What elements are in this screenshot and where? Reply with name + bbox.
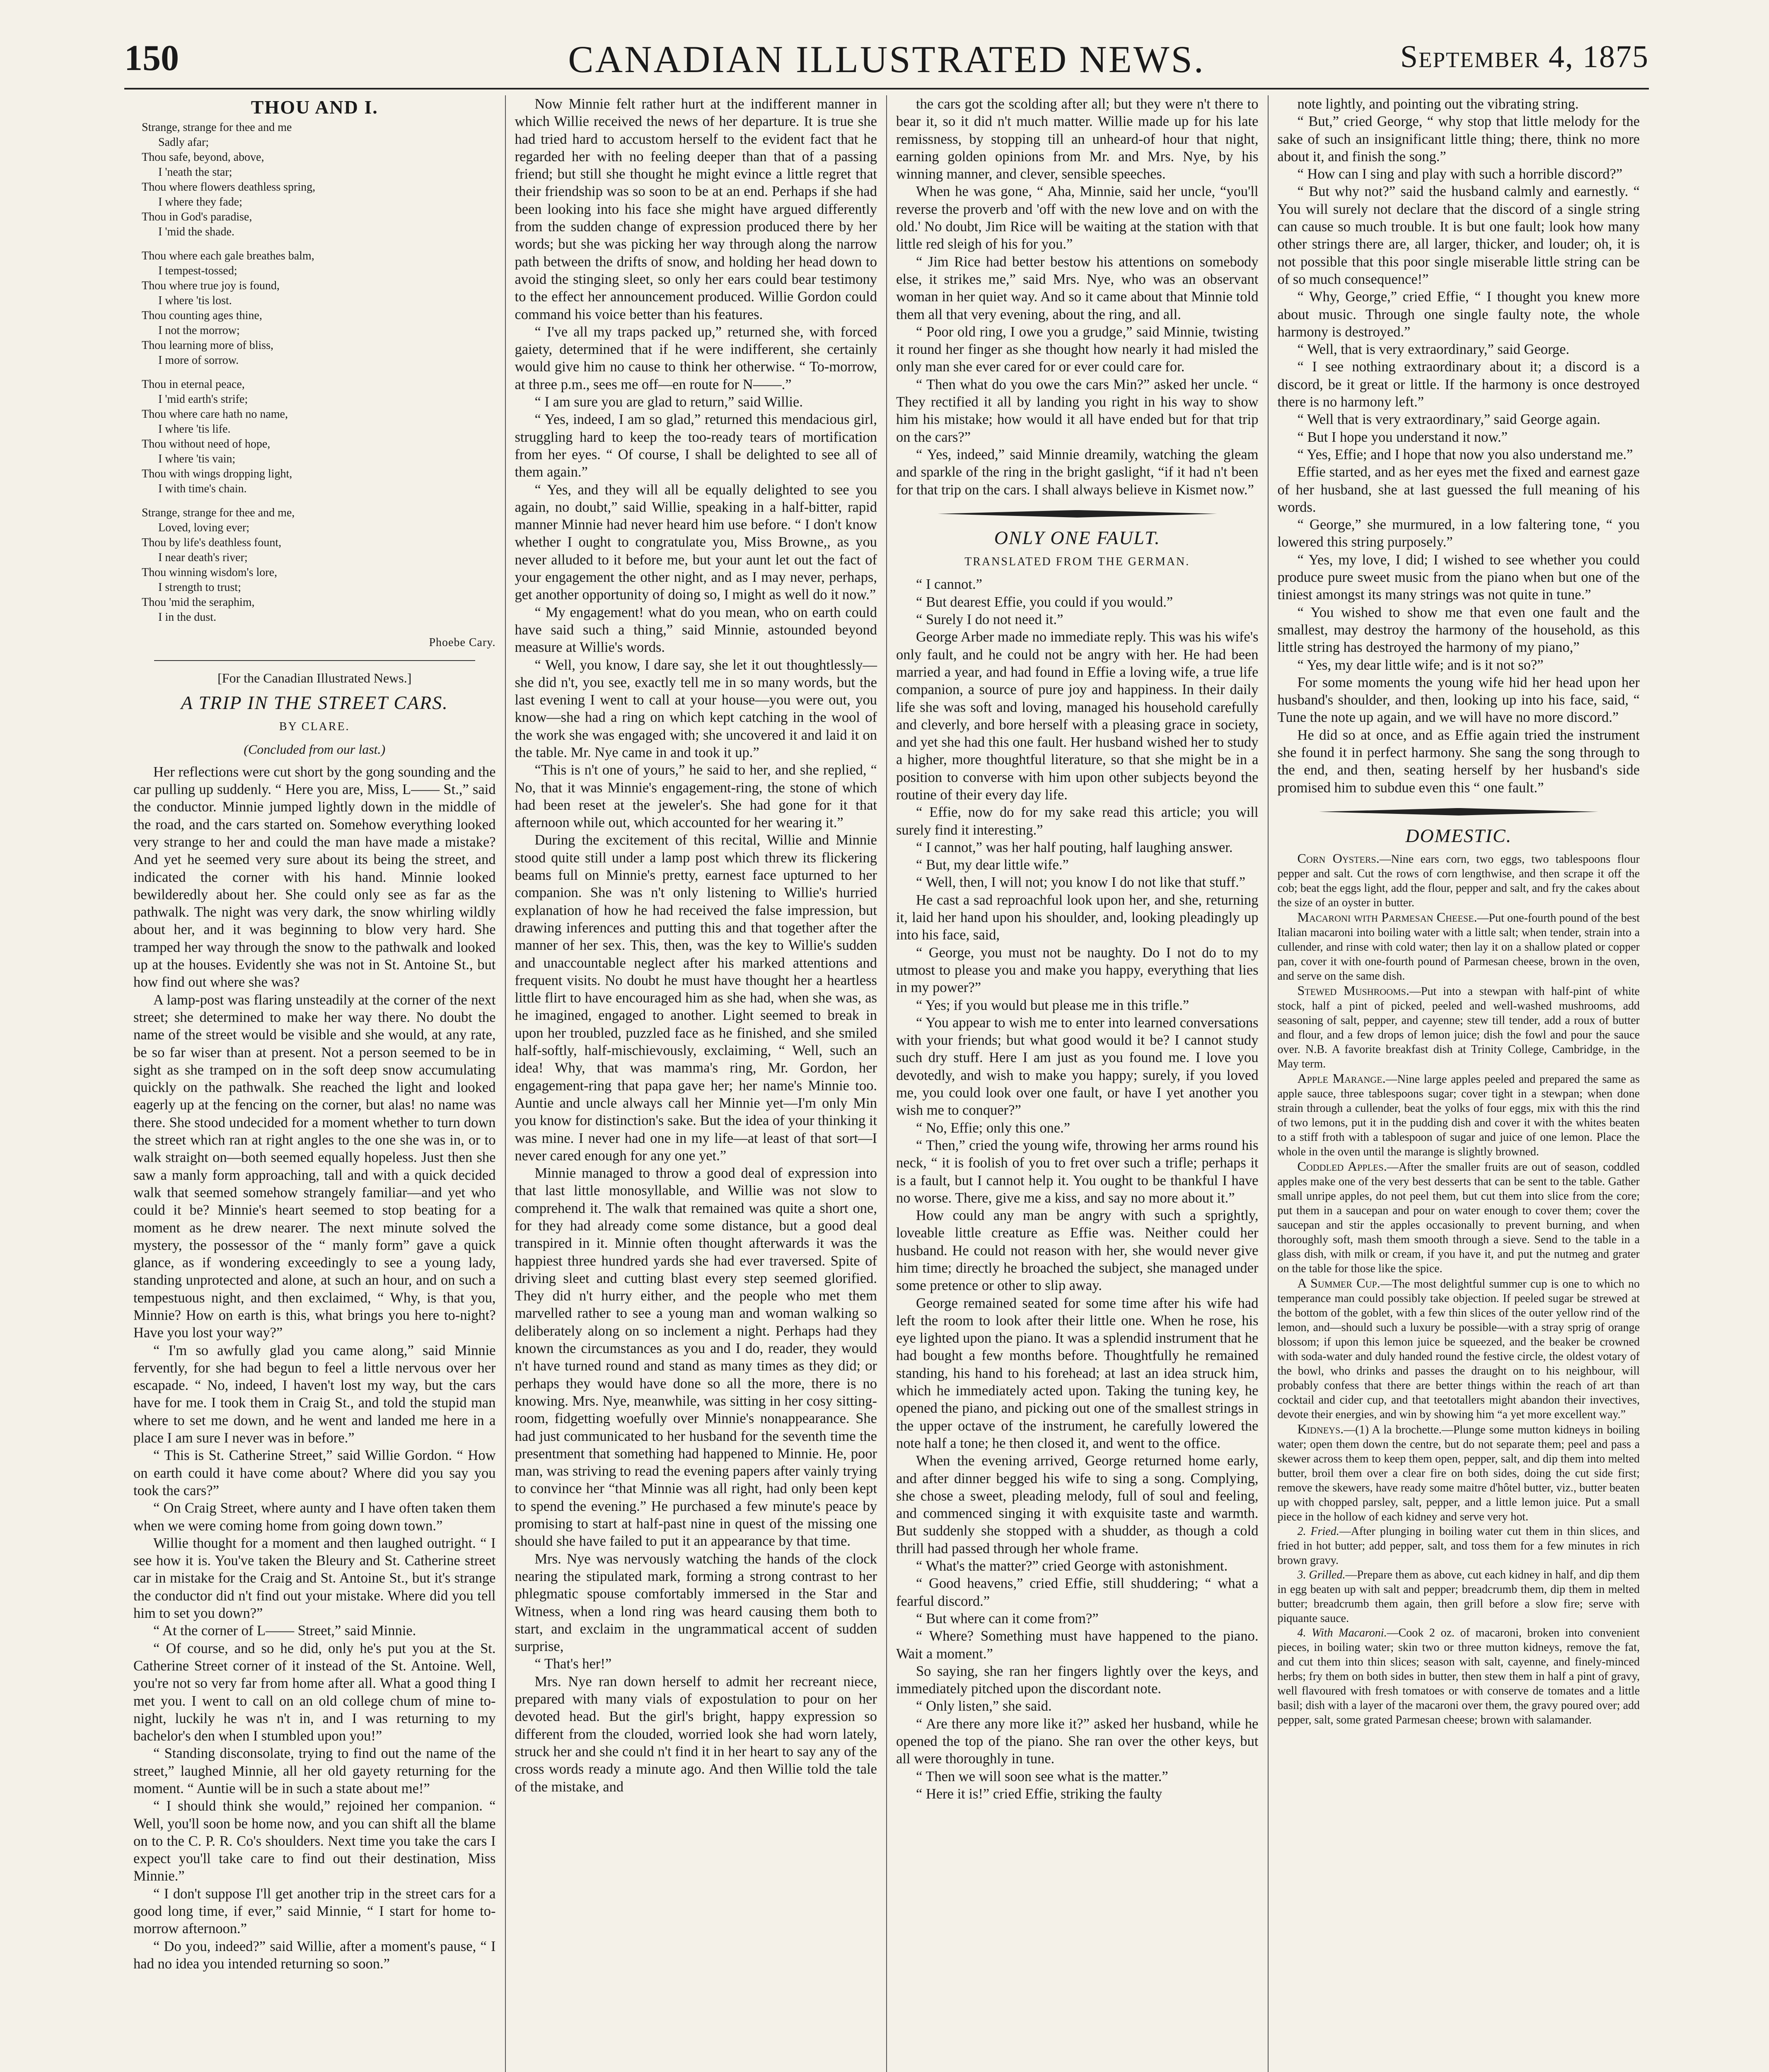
poem-line: I tempest-tossed; xyxy=(158,264,237,278)
paragraph: A lamp-post was flaring unsteadily at the corner of the next street; she determined to make her way there. No doubt the name of the street would be visible and she would, at any rate, be so far wiser than at present. Not a person seemed to be in sight as she tramped on in the soft deep snow accumulating quickly on the pathwalk. She reached the light and looked eagerly up at the fencing on the corner, but alas! no name was there. She stood undecided for a moment whether to turn down the street which ran at right angles to the one she was in, or to walk straight on—both seemed equally hopeless. Just then she saw a manly form approaching, tall and with a quick decided walk that seemed somehow strangely familiar—and yet who could it be? Minnie's heart seemed to stop beating for a moment as he drew nearer. The next minute solved the mystery, the possessor of the “ manly form” gave a quick glance, as if wondering exceedingly to see a young lady, standing unprotected and alone, at such an hour, and on such a tempestuous night, and then exclaimed, “ Why, is that you, Minnie? How on earth is this, what brings you here to-night? Have you lost your way?” xyxy=(133,992,496,1341)
issue-date: September 4, 1875 xyxy=(1400,39,1649,74)
paragraph: “ Only listen,” she said. xyxy=(916,1698,1052,1714)
paragraph: George Arber made no immediate reply. This was his wife's only fault, and he could not be angry with her. He had been married a year, and had found in Effie a loving wife, a true life companion, a source of pure joy and happiness. In their daily life she was soft and loving, managed his household carefully and cleverly, and bore herself with a pleasing grace in society, and yet she had this one fault. Her husband wished her to study a higher, more thoughtful literature, so that she might be in a position to converse with him upon other subjects beyond the routine of their every day life. xyxy=(896,629,1259,803)
paragraph: “ You appear to wish me to enter into learned conversations with your friends; but what good would it be? I cannot study such dry stuff. Here I am just as you found me. I love you devotedly, and wish to make you happy; surely, if you loved me, you could look over one fault, or have I yet another you wish me to conquer?” xyxy=(896,1014,1259,1118)
paragraph: “ Yes, Effie; and I hope that now you also understand me.” xyxy=(1297,446,1633,462)
recipe-text: —The most delightful summer cup is one to which no temperance man could possibly take objection. If peeled sugar be strewed at the bottom of the goblet, with a few thin slices of the outer yellow rind of the lemon, and—should such a luxury be possible—with a stray sprig of orange blossom; if upon this lemon juice be squeezed, and the beaker be crowned with soda-water and duly handed round the festive circle, the oldest votary of the bowl, who drinks and passes the draught on to his neighbour, will probably confess that there are better things within the reach of art than cocktail and cider cup, and that teetotallers might abandon their invectives, devote their energies, and win by showing him “a yet more excellent way.” xyxy=(1277,1278,1640,1421)
recipe xyxy=(1278,1422,1640,1524)
kidney-variation xyxy=(1278,1626,1640,1727)
recipe xyxy=(1278,910,1640,983)
poem-line: I 'neath the star; xyxy=(158,166,232,179)
story-text-col1 xyxy=(133,763,496,1973)
poem-stanza xyxy=(142,506,496,625)
poem-line: Thou in God's paradise, xyxy=(142,211,252,224)
poem-line: Thou counting ages thine, xyxy=(142,309,262,322)
paragraph: “ But, my dear little wife.” xyxy=(916,857,1069,873)
paragraph: For some moments the young wife hid her head upon her husband's shoulder, and then, looking up into his face, said, “ Tune the note up again, and we will have no more discord.” xyxy=(1277,674,1640,726)
poem-line: I near death's river; xyxy=(158,551,248,564)
poem-line: I with time's chain. xyxy=(158,482,247,496)
story-byline: BY CLARE. xyxy=(279,720,350,733)
poem-line: I in the dust. xyxy=(158,611,216,624)
domestic-title: DOMESTIC. xyxy=(1405,825,1512,846)
fault-title: ONLY ONE FAULT. xyxy=(994,527,1160,548)
kidney-variation xyxy=(1278,1524,1640,1568)
poem-line: Thou with wings dropping light, xyxy=(142,467,292,481)
story-text-col2 xyxy=(515,95,877,1796)
fault-subtitle: TRANSLATED FROM THE GERMAN. xyxy=(964,555,1190,569)
recipe xyxy=(1278,851,1640,910)
paragraph: “ At the corner of L—— Street,” said Minnie. xyxy=(153,1623,416,1639)
poem-line: I where 'tis vain; xyxy=(158,453,236,466)
recipe xyxy=(1278,1071,1640,1159)
paragraph: “ Well that is very extraordinary,” said George again. xyxy=(1297,411,1600,428)
paragraph: “ Do you, indeed?” said Willie, after a moment's pause, “ I had no idea you intended returning so soon.” xyxy=(133,1938,496,1972)
paragraph: He cast a sad reproachful look upon her, and she, returning it, laid her hand upon his shoulder, and, looking pleadingly up into his face, said, xyxy=(896,892,1259,943)
paragraph: George remained seated for some time after his wife had left the room to look after their little one. When he rose, his eye lighted upon the piano. It was a splendid instrument that he had bought a few months before. Thoughtfully he remained standing, his hand to his forehead; at last an idea struck him, which he immediately acted upon. Taking the tuning key, he opened the piano, and picking out one of the smallest strings in the upper octave of the instrument, he carefully lowered the note half a tone; he then closed it, and went to the office. xyxy=(896,1295,1259,1451)
paragraph: “ George,” she murmured, in a low faltering tone, “ you lowered this string purposely.” xyxy=(1277,517,1640,550)
recipe-text: —After the smaller fruits are out of season, coddled apples make one of the very best desserts that can be sent to the table. Gather small unripe apples, do not peel them, but cut them into slice from the core; put them in a saucepan and pour on water enough to cover them; cover the saucepan and stir the apples occasionally to prevent burning, and when thoroughly soft, mash them smooth through a sieve. Send to the table in a glass dish, with milk or cream, if you have it, and put the nutmeg and grater on the table for those like the spice. xyxy=(1277,1161,1640,1276)
paragraph: “ But I hope you understand it now.” xyxy=(1297,429,1508,445)
story-note: (Concluded from our last.) xyxy=(244,742,386,757)
paragraph: “ Are there any more like it?” asked her husband, while he opened the top of the piano. She ran over the other keys, but all were thoroughly in tune. xyxy=(896,1716,1259,1767)
paragraph: “ But why not?” said the husband calmly and earnestly. “ You will surely not declare that the discord of a single string can cause so much trouble. It is but one fault; look how many other strings there are, all larger, thicker, and louder; oh, it is not possible that this poor single miserable little string can be of so much consequence!” xyxy=(1277,184,1640,287)
story-credit: [For the Canadian Illustrated News.] xyxy=(218,670,412,685)
paragraph: Willie thought for a moment and then laughed outright. “ I see how it is. You've taken the Bleury and St. Catherine street car in mistake for the Craig and St. Antoine St., but it's strange the conductor did n't find out your mistake. Where did you tell him to set you down?” xyxy=(133,1535,496,1622)
poem-line: Thou winning wisdom's lore, xyxy=(142,566,278,579)
paragraph: Now Minnie felt rather hurt at the indifferent manner in which Willie received the news of her departure. It is true she had tried hard to accustom herself to the evident fact that he regarded her with no feeling deeper than that of a passing friend; but still she thought he might evince a little regret that their friendship was so soon to be at an end. Perhaps if she had been looking into his face she might have argued differently from the sudden change of expression produced there by her words; but she was picking her way through along the narrow path between the drifts of snow, and holding her head down to avoid the stinging sleet, so only her ears could bear testimony to the effect her announcement produced. Willie Gordon could command his voice better than his features. xyxy=(515,96,877,322)
story-text-col3 xyxy=(896,95,1259,499)
paragraph: “ But,” cried George, “ why stop that little melody for the sake of such an insignificant little thing; there, think no more about it, and finish the song.” xyxy=(1277,114,1640,165)
recipe xyxy=(1278,983,1640,1071)
variation-label: 4. With Macaroni. xyxy=(1297,1627,1387,1640)
recipe-name: Macaroni with Parmesan Cheese. xyxy=(1297,910,1477,925)
recipe-name: Apple Marange. xyxy=(1297,1071,1386,1086)
paragraph: “ I cannot,” was her half pouting, half laughing answer. xyxy=(916,839,1233,855)
paragraph: When he was gone, “ Aha, Minnie, said her uncle, “you'll reverse the proverb and 'off with the new love and on with the old.' No doubt, Jim Rice will be waiting at the station with that little red sleigh of his for you.” xyxy=(896,184,1259,252)
ornament-divider xyxy=(1319,808,1599,816)
poem-line: Thou where flowers deathless spring, xyxy=(142,181,316,194)
paragraph: He did so at once, and as Effie again tried the instrument she found it in perfect harmony. She sang the song through to the end, and then, seating herself by her husband's side promised him to subdue even this “ one fault.” xyxy=(1277,727,1640,796)
paragraph: “ Then,” cried the young wife, throwing her arms round his neck, “ it is foolish of you to fret over such a trifle; perhaps it is a fault, but I cannot help it. You ought to be thankful I have no worse. There, give me a kiss, and say no more about it.” xyxy=(896,1137,1259,1206)
recipe-text: —Nine large apples peeled and prepared the same as apple sauce, three tablespoons sugar; cover tight in a stewpan; when done strain through a cullender, beat the yolks of four eggs, mix with this the rind of two lemons, put it in the pudding dish and cover it with the whites beaten to a stiff froth with a tablespoon of sugar and juice of one lemon. Place the whole in the oven until the marange is slightly browned. xyxy=(1277,1073,1640,1159)
fault-text-col4 xyxy=(1278,95,1640,796)
poem-line: I 'mid the shade. xyxy=(158,225,234,239)
poem-line: Thou without need of hope, xyxy=(142,438,271,451)
story-title: A TRIP IN THE STREET CARS. xyxy=(181,692,448,713)
paragraph: “ No, Effie; only this one.” xyxy=(916,1120,1071,1136)
paragraph: “ Yes, and they will all be equally delighted to see you again, no doubt,” said Willie, speaking in a half-bitter, rapid manner Minnie had never heard him use before. “ I don't know whether I ought to congratulate you, Miss Browne,, as you never alluded to it before me, but your aunt let out the fact of your engagement the other night, and as I may never, perhaps, get another opportunity of doing so, I might as well do it now.” xyxy=(515,482,877,603)
paragraph: “ On Craig Street, where aunty and I have often taken them when we were coming home from going down town.” xyxy=(133,1500,496,1534)
recipe xyxy=(1278,1276,1640,1422)
poem-line: I not the morrow; xyxy=(158,324,240,337)
poem-line: Thou 'mid the seraphim, xyxy=(142,596,255,609)
poem-line: I 'mid earth's strife; xyxy=(158,393,248,406)
poem-line: I more of sorrow. xyxy=(158,354,239,367)
paragraph: “ Jim Rice had better bestow his attentions on somebody else, it strikes me,” said Mrs. Nye, who was an observant woman in her quiet way. And so it came about that Minnie told them all that very evening, about the ring, and all. xyxy=(896,254,1259,322)
paragraph: “ How can I sing and play with such a horrible discord?” xyxy=(1297,166,1623,182)
paragraph: “ Well, you know, I dare say, she let it out thoughtlessly—she did n't, you see, exactly tell me in so many words, but the last evening I went to call at your house—you were out, you know—she had a ring on which kept catching in the wool of the work she was engaged with; she uncovered it and laid it on the table. Mr. Nye came in and took it up.” xyxy=(515,657,877,760)
poem-line: Thou where true joy is found, xyxy=(142,279,280,293)
kidney-variation xyxy=(1278,1568,1640,1626)
poem-author: Phoebe Cary. xyxy=(429,636,496,649)
poem-line: Thou in eternal peace, xyxy=(142,378,245,391)
paragraph: “ I should think she would,” rejoined her companion. “ Well, you'll soon be home now, and you can shift all the blame on to the C. P. R. Co's shoulders. Next time you take the cars I expect you'll take care to find out their destination, Miss Minnie.” xyxy=(133,1798,496,1884)
recipe-text: —Put into a stewpan with half-pint of white stock, half a pint of picked, peeled and well-washed mushrooms, add seasoning of salt, pepper, and cayenne; stew till tender, add a roux of butter and flour, and a few drops of lemon juice; dish the fowl and pour the sauce over. N.B. A favorite breakfast dish at Trinity College, Cambridge, in the May term. xyxy=(1277,985,1640,1071)
paragraph: “ Where? Something must have happened to the piano. Wait a moment.” xyxy=(896,1628,1259,1662)
newspaper-title: CANADIAN ILLUSTRATED NEWS. xyxy=(568,38,1205,80)
paragraph: Mrs. Nye ran down herself to admit her recreant niece, prepared with many vials of expostulation to pour on her devoted head. But the girl's bright, happy expression so different from the clouded, worried look she had worn lately, struck her and she could n't find it in her heart to say any of the cross words ready a minute ago. And then Willie told the tale of the mistake, and xyxy=(515,1673,877,1795)
recipe xyxy=(1278,1159,1640,1276)
ornament-divider xyxy=(938,510,1217,518)
recipe-name: Corn Oysters. xyxy=(1297,851,1380,866)
paragraph: “ Yes, indeed,” said Minnie dreamily, watching the gleam and sparkle of the ring in the bright gaslight, “if it had n't been for that trip on the cars. I shall always believe in Kismet now.” xyxy=(896,446,1259,498)
paragraph: “This is n't one of yours,” he said to her, and she replied, “ No, that it was Minnie's engagement-ring, the stone of which had been reset at the jeweler's. She had gone for it that afternoon while out, which accounted for her wearing it.” xyxy=(515,762,877,831)
paragraph: “ Yes, my dear little wife; and is it not so?” xyxy=(1297,657,1544,673)
paragraph: “ Surely I do not need it.” xyxy=(916,612,1063,628)
paragraph: “ You wished to show me that even one fault and the smallest, may destroy the harmony of the household, as this little string has destroyed the harmony of my piano,” xyxy=(1277,604,1640,656)
paragraph: Mrs. Nye was nervously watching the hands of the clock nearing the stipulated mark, forming a strong contrast to her phlegmatic spouse comfortably immersed in the Star and Witness, when a lond ring was heard causing them both to start, and exclaim in the ungrammatical accent of sudden surprise, xyxy=(515,1551,877,1655)
poem-line: Sadly afar; xyxy=(158,136,209,149)
column-1 xyxy=(124,95,506,2072)
poem-stanza xyxy=(142,249,496,368)
recipe-name: Stewed Mushrooms. xyxy=(1297,983,1409,998)
paragraph: Her reflections were cut short by the gong sounding and the car pulling up suddenly. “ Here you are, Miss, L—— St.,” said the conductor. Minnie jumped lightly down in the middle of the road, and the cars started on. Somehow everything looked very strange to her and could the man have made a mistake? And yet he seemed very sure about its being the street, and indicated the corner with his hand. Minnie looked bewilderedly about her. She could only see as far as the pathwalk. The night was very dark, the snow whirling wildly about her, and it was beginning to blow very hard. She tramped her way through the snow to the pathwalk and looked up at the houses. Evidently she was not in St. Antoine St., but how find out where she was? xyxy=(133,764,496,990)
poem-title: THOU AND I. xyxy=(251,97,378,118)
paragraph: “ This is St. Catherine Street,” said Willie Gordon. “ How on earth could it have come about? Where did you say you took the cars?” xyxy=(133,1447,496,1498)
paragraph: “ Why, George,” cried Effie, “ I thought you knew more about music. Through one single faulty note, the whole harmony is destroyed.” xyxy=(1277,289,1640,340)
recipe-list xyxy=(1278,851,1640,1524)
column-2 xyxy=(506,95,887,2072)
column-4 xyxy=(1269,95,1649,2072)
poem-line: Thou where each gale breathes balm, xyxy=(142,249,314,263)
paragraph: Minnie managed to throw a good deal of expression into that last little monosyllable, and Willie was not slow to comprehend it. The walk that remained was quite a short one, for they had already come some distance, but a good deal transpired in it. Minnie often thought afterwards it was the happiest three hundred yards she had ever traversed. Spite of driving sleet and cutting blast every step seemed glorified. They did n't hurry either, and the people who met them marvelled rather to see a young man and woman walking so deliberately along on so inclement a night. Perhaps had they known the circumstances as you and I do, reader, they would n't have turned round and stand as many times as they did; or perhaps they would have done so all the more, there is no knowing. Mrs. Nye, meanwhile, was sitting in her cosy sitting-room, fidgetting woefully over Minnie's nonappearance. She had just communicated to her husband for the seventh time the presentment that something had happened to Minnie. He, poor man, was striving to read the evening papers after vainly trying to convince her “that Minnie was all right, had only been kept to spend the evening.” He purchased a few minute's peace by promising to start at half-past nine in quest of the missing one should she have failed to put it an appearance by that time. xyxy=(515,1165,877,1549)
paragraph: “ Then we will soon see what is the matter.” xyxy=(916,1768,1168,1784)
paragraph: “ I cannot.” xyxy=(916,576,982,593)
paragraph: “ I don't suppose I'll get another trip in the street cars for a good long time, if ever,” said Minnie, “ I start for home to-morrow afternoon.” xyxy=(133,1886,496,1937)
column-3 xyxy=(887,95,1269,2072)
paragraph: “ I've all my traps packed up,” returned she, with forced gaiety, determined that if he were indifferent, she certainly would give him no cause to think her otherwise. “ To-morrow, at three p.m., sees me off—en route for N——.” xyxy=(515,324,877,392)
poem-line: I where 'tis lost. xyxy=(158,294,232,307)
poem-line: Thou by life's deathless fount, xyxy=(142,536,282,549)
paragraph: “ Well, then, I will not; you know I do not like that stuff.” xyxy=(916,874,1246,891)
paragraph: When the evening arrived, George returned home early, and after dinner begged his wife to sing a song. Complying, she chose a sweet, pleading melody, full of soul and feeling, and commenced singing it with exquisite taste and warmth. But suddenly she stopped with a shudder, as though a cold thrill had passed through her whole frame. xyxy=(896,1453,1259,1556)
poem-line: Loved, loving ever; xyxy=(158,521,250,535)
kidney-variations xyxy=(1278,1524,1640,1727)
poem-line: I where 'tis life. xyxy=(158,423,231,436)
paragraph: the cars got the scolding after all; but they were n't there to bear it, so it did n't much matter. Willie made up for his late remissness, by stopping till an unheard-of hour that night, earning golden opinions from Mr. and Mrs. Nye, by his winning manner, and clever, sensible speeches. xyxy=(896,96,1259,182)
paragraph: “ Poor old ring, I owe you a grudge,” said Minnie, twisting it round her finger as she thought how nearly it had misled the only man she ever cared for or ever could care for. xyxy=(896,324,1259,375)
paragraph: “ I am sure you are glad to return,” said Willie. xyxy=(534,394,803,410)
paragraph: “ Of course, and so he did, only he's put you at the St. Catherine Street corner of it instead of the St. Antoine. Well, you're not so very far from home after all. What a good thing I met you. I went to call on an old college chum of mine to-night, luckily he was n't in, and I was returning to my bachelor's den when I stumbled upon you!” xyxy=(133,1640,496,1744)
paragraph: “ My engagement! what do you mean, who on earth could have said such a thing,” said Minnie, astounded beyond measure at Willie's words. xyxy=(515,604,877,656)
masthead-rule xyxy=(124,88,1649,90)
paragraph: “ Yes, my love, I did; I wished to see whether you could produce pure sweet music from the piano when but one of the tiniest amongst its many strings was not quite in tune.” xyxy=(1277,552,1640,603)
recipe-name: Kidneys. xyxy=(1297,1421,1344,1437)
recipe-text: —Put one-fourth pound of the best Italian macaroni into boiling water with a little salt; when tender, strain into a cullender, and rinse with cold water; then lay it on a shallow plated or copper pan, cover it with one-fourth pound of Parmesan cheese, brown in the oven, and serve on the same dish. xyxy=(1277,912,1640,983)
paragraph: “ Standing disconsolate, trying to find out the name of the street,” laughed Minnie, all her old gayety returning for the moment. “ Auntie will be in such a state about me!” xyxy=(133,1745,496,1796)
paragraph: Effie started, and as her eyes met the fixed and earnest gaze of her husband, she at last guessed the full meaning of his words. xyxy=(1277,464,1640,515)
poem-line: Strange, strange for thee and me, xyxy=(142,506,295,520)
paragraph: “ But dearest Effie, you could if you would.” xyxy=(916,594,1173,610)
variation-text: —Cook 2 oz. of macaroni, broken into convenient pieces, in boiling water; skin two or three mutton kidneys, remove the fat, and cut them into thin slices; season with salt, cayenne, and finely-minced herbs; fry them on both sides in butter, then stew them in half a pint of gravy, well flavoured with fresh tomatoes or with conserve de tomates and a little basil; dish with a layer of the macaroni over them, the gravy poured over; add pepper, salt, some grated Parmesan cheese; brown with salamander. xyxy=(1277,1627,1640,1727)
recipe-text: —Nine ears corn, two eggs, two tablespoons flour pepper and salt. Cut the rows of corn lengthwise, and then scrape it off the cob; beat the eggs light, add the flour, pepper and salt, and fry the cakes about the size of an oyster in butter. xyxy=(1277,853,1640,910)
paragraph: “ I see nothing extraordinary about it; a discord is a discord, be it great or little. If the harmony is once destroyed there is no harmony left.” xyxy=(1277,359,1640,410)
paragraph: How could any man be angry with such a sprightly, loveable little creature as Effie was. Neither could her husband. He could not reason with her, she would never give him time; directly he broached the subject, she managed under some pretence or other to slip away. xyxy=(896,1208,1259,1294)
poem-line: I where they fade; xyxy=(158,196,242,209)
paragraph: “ That's her!” xyxy=(534,1656,612,1672)
recipe-name: Coddled Apples. xyxy=(1297,1159,1387,1174)
poem-line: I strength to trust; xyxy=(158,581,241,594)
fault-text-col3 xyxy=(896,576,1259,1803)
recipe-text: —(1) A la brochette.—Plunge some mutton kidneys in boiling water; open them down the centre, but do not separate them; peel and pass a skewer across them to keep them open, pepper, salt, and dip them into melted butter, broil them over a clear fire on both sides, doing the cut side first; remove the skewers, have ready some maitre d'hôtel butter, viz., butter beaten up with chopped parsley, salt, pepper, and a little lemon juice. Put a small piece in the hollow of each kidney and serve very hot. xyxy=(1277,1423,1640,1524)
paragraph: “ But where can it come from?” xyxy=(916,1610,1099,1627)
paragraph: “ I'm so awfully glad you came along,” said Minnie fervently, for she had begun to feel a little nervous over her escapade. “ No, indeed, I haven't lost my way, but the cars have for me. I took them in Craig St., and told the stupid man where to set me down, and he went and landed me here in a place I am sure I never was in before.” xyxy=(133,1342,496,1446)
paragraph: “ Then what do you owe the cars Min?” asked her uncle. “ They rectified it all by landing you right in his way to show him his mistake; how would it all have ended but for that trip on the cars?” xyxy=(896,376,1259,445)
poem-stanza xyxy=(142,120,496,240)
paragraph: So saying, she ran her fingers lightly over the keys, and immediately pitched upon the discordant note. xyxy=(896,1663,1259,1697)
poem-line: Thou safe, beyond, above, xyxy=(142,151,264,164)
paragraph: “ Here it is!” cried Effie, striking the faulty xyxy=(916,1786,1162,1802)
paragraph: “ Well, that is very extraordinary,” said George. xyxy=(1297,341,1570,358)
paragraph: “ What's the matter?” cried George with astonishment. xyxy=(916,1558,1228,1574)
page-number: 150 xyxy=(124,38,179,78)
paragraph: note lightly, and pointing out the vibrating string. xyxy=(1297,96,1579,112)
paragraph: “ George, you must not be naughty. Do I not do to my utmost to please you and make you happy, everything that lies in my power?” xyxy=(896,944,1259,996)
poem-stanza xyxy=(142,377,496,496)
recipe-name: A Summer Cup. xyxy=(1297,1276,1380,1291)
poem-line: Thou learning more of bliss, xyxy=(142,339,274,352)
variation-label: 2. Fried. xyxy=(1297,1525,1339,1538)
poem-body xyxy=(142,120,496,625)
paragraph: “ Yes; if you would but please me in this trifle.” xyxy=(916,997,1189,1013)
variation-text: —After plunging in boiling water cut them in thin slices, and fried in hot butter; add pepper, salt, and toss them for a few minutes in rich brown gravy. xyxy=(1277,1525,1640,1567)
poem-line: Thou where care hath no name, xyxy=(142,408,288,421)
masthead xyxy=(124,25,1649,79)
paragraph: “ Effie, now do for my sake read this article; you will surely find it interesting.” xyxy=(896,804,1259,838)
variation-label: 3. Grilled. xyxy=(1297,1569,1346,1582)
variation-text: —Prepare them as above, cut each kidney in half, and dip them in egg beaten up with salt and pepper; breadcrumb them, dip them in melted butter; breadcrumb them again, then grill before a slow fire; serve with piquante sauce. xyxy=(1277,1569,1640,1625)
paragraph: During the excitement of this recital, Willie and Minnie stood quite still under a lamp post which threw its flickering beams full on Minnie's pretty, earnest face upturned to her companion. She was n't only listening to Willie's hurried explanation of how he had received the false impression, but drawing inferences and putting this and that together after the manner of her sex. This, then, was the key to Willie's sudden and unaccountable neglect after his marked attentions and frequent visits. No doubt he must have thought her a heartless little flirt to have encouraged him as she had, when she was, as he imagined, engaged to another. Light seemed to break in upon her troubled, puzzled face as he finished, and she smiled half-softly, half-mischievously, exclaiming, “ Well, such an idea! Why, that was mamma's ring, Mr. Gordon, her engagement-ring that papa gave her; her name's Minnie too. Auntie and uncle always call her Minnie yet—I'm only Min you know for distinction's sake. But the idea of your thinking it was mine. I never had one in my life—at least of that sort—I never cared enough for any one yet.” xyxy=(515,832,877,1164)
paragraph: “ Yes, indeed, I am so glad,” returned this mendacious girl, struggling hard to keep the too-ready tears of mortification from her eyes. “ Of course, I shall be delighted to see all of them again.” xyxy=(515,411,877,480)
section-divider xyxy=(154,660,475,661)
poem-line: Strange, strange for thee and me xyxy=(142,121,292,134)
paragraph: “ Good heavens,” cried Effie, still shuddering; “ what a fearful discord.” xyxy=(896,1576,1259,1609)
page-columns xyxy=(124,95,1649,2072)
